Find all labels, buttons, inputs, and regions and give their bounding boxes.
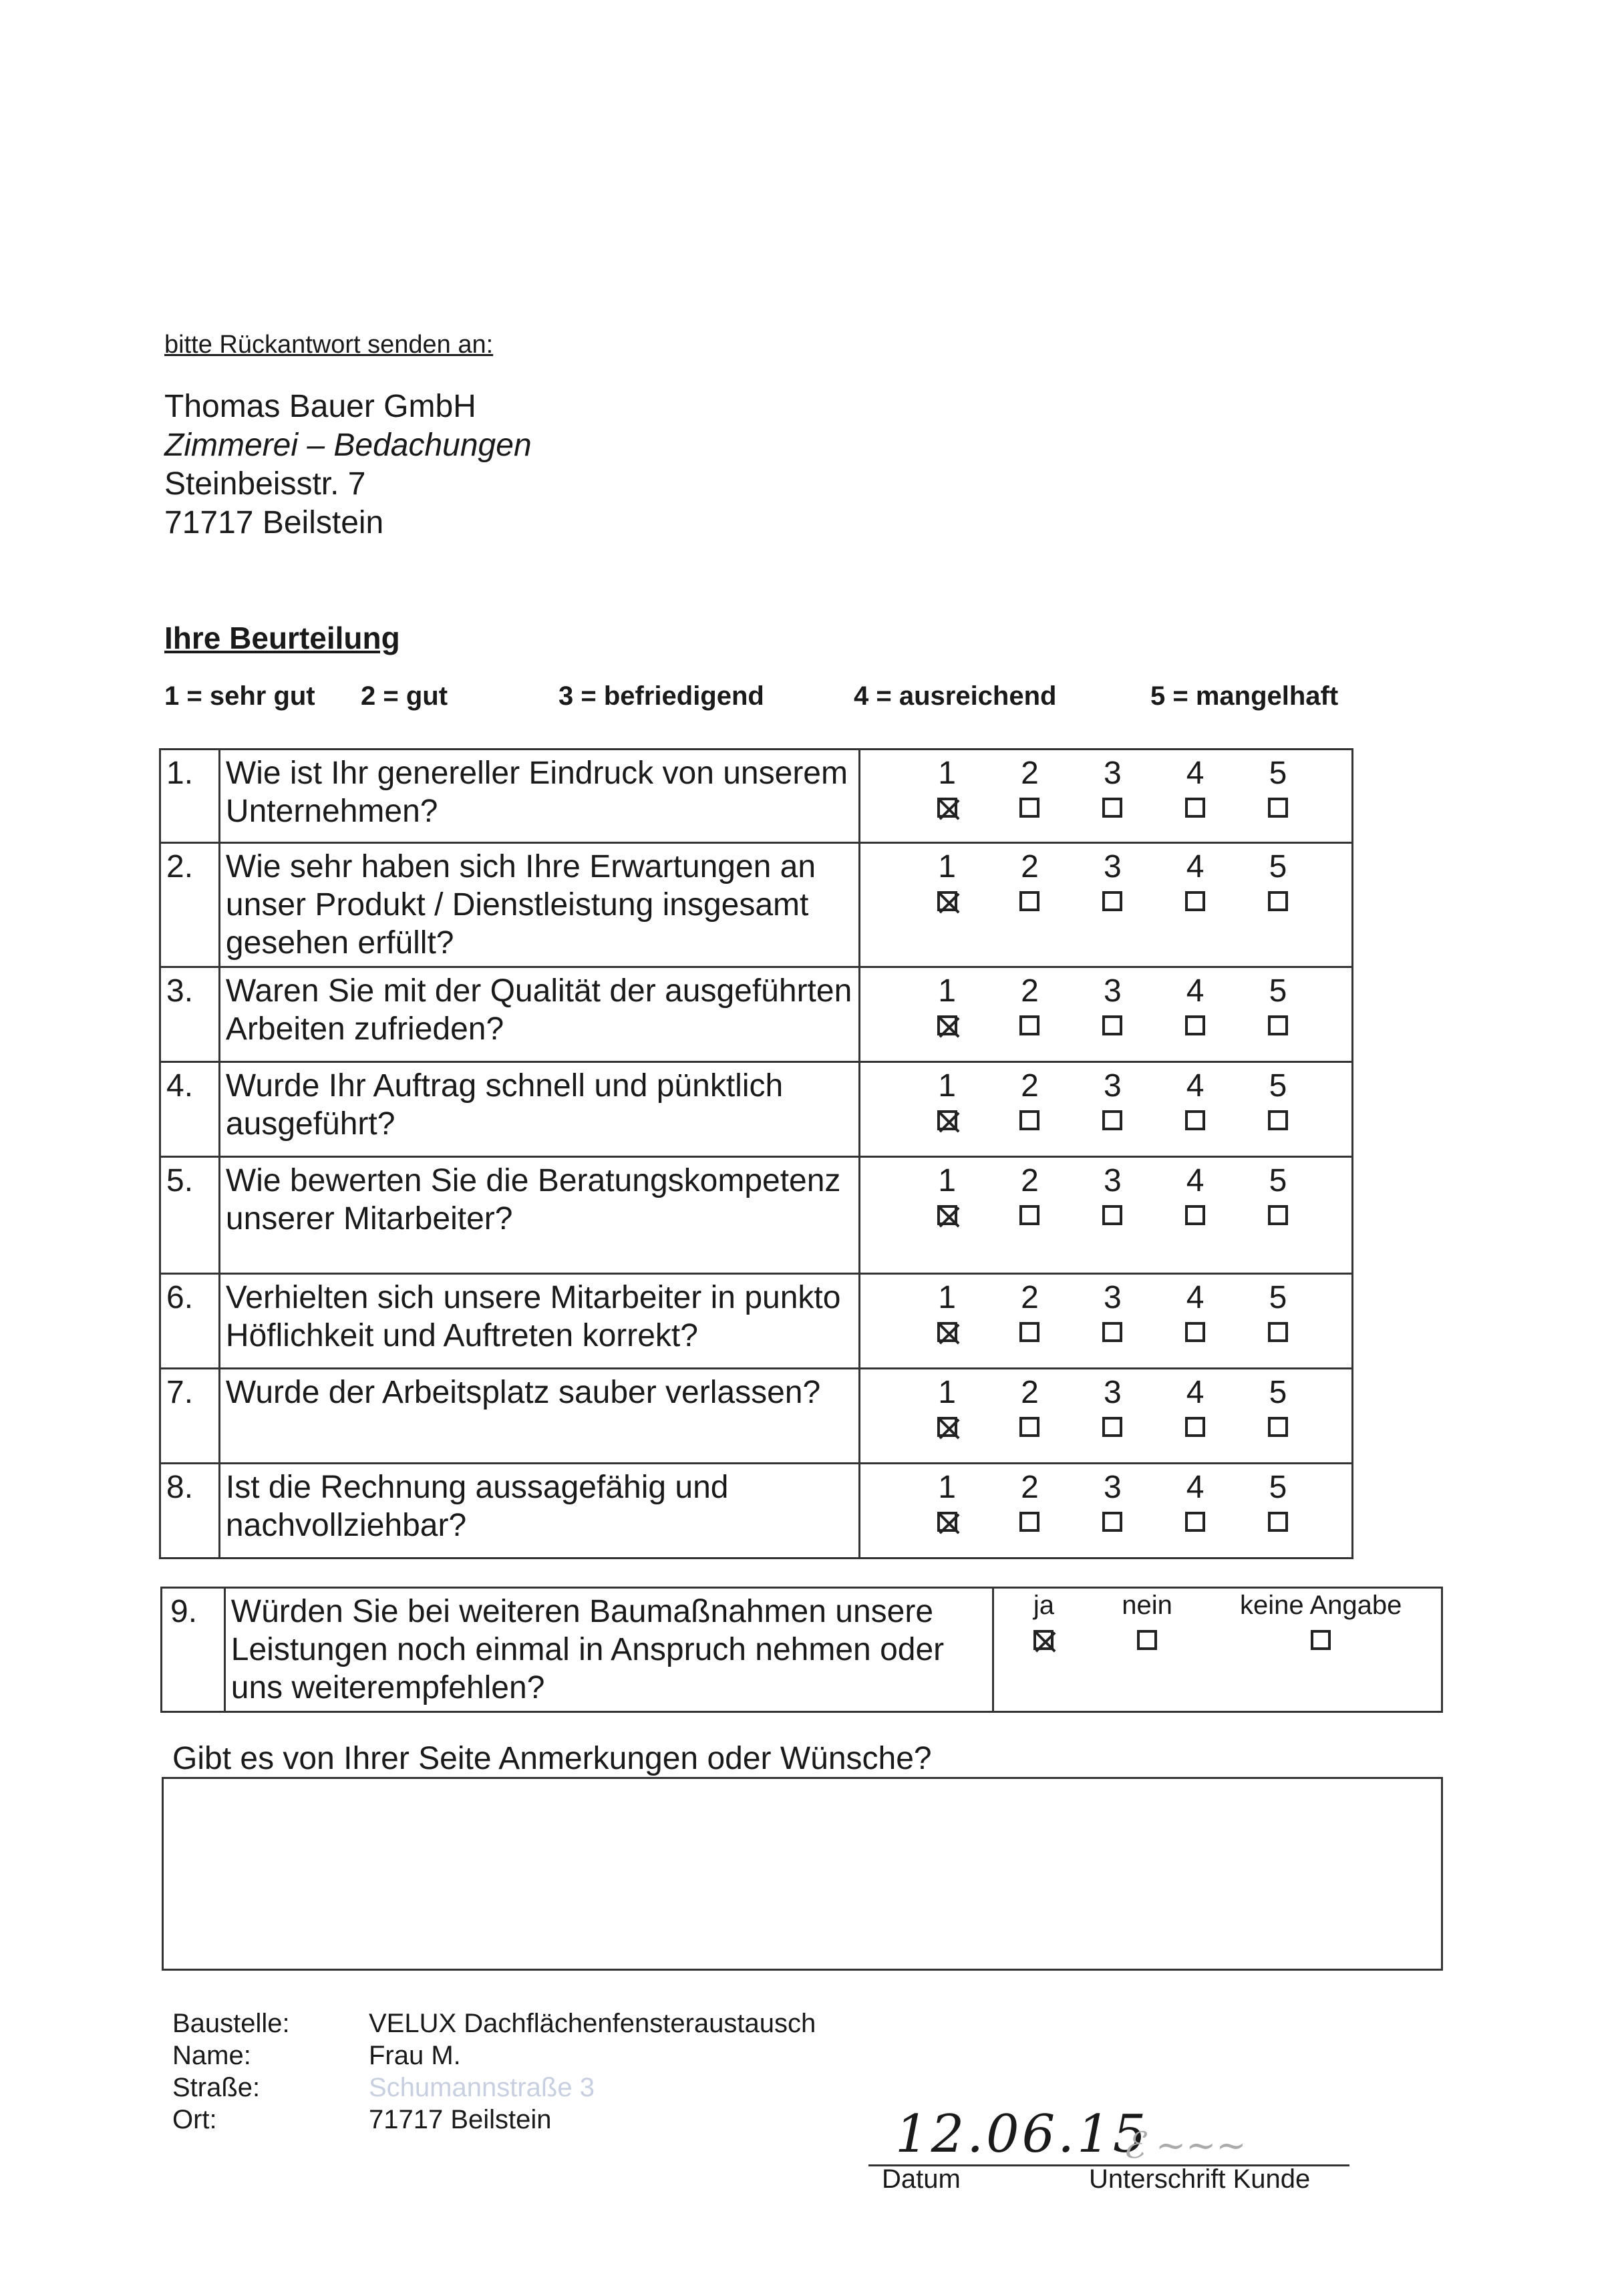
rating-option-1[interactable] — [923, 1067, 971, 1130]
rating-option-label: 4 — [1186, 849, 1204, 884]
rating-checkbox[interactable] — [1185, 798, 1205, 818]
rating-title: Ihre Beurteilung — [164, 621, 400, 655]
signature-label: Unterschrift Kunde — [1089, 2164, 1311, 2194]
rating-checkbox[interactable] — [1268, 1417, 1288, 1437]
question-row — [160, 843, 1353, 967]
rating-checkbox[interactable] — [937, 1015, 957, 1035]
rating-option-label: 2 — [1021, 1068, 1039, 1104]
rating-option-label: 5 — [1269, 849, 1287, 884]
rating-option-label: 2 — [1021, 756, 1039, 791]
rating-option-label: 5 — [1269, 1280, 1287, 1315]
rating-option-label: 2 — [1021, 1375, 1039, 1410]
rating-option-5[interactable] — [1254, 848, 1302, 911]
name-value: Frau M. — [369, 2041, 461, 2070]
rating-checkbox[interactable] — [1102, 1322, 1122, 1342]
question-number: 6. — [160, 1274, 220, 1369]
rating-option-2[interactable] — [1005, 1067, 1054, 1130]
rating-option-5[interactable] — [1254, 1373, 1302, 1437]
option-keine-angabe[interactable] — [1240, 1590, 1402, 1650]
rating-option-5[interactable] — [1254, 1162, 1302, 1225]
reply-note: bitte Rückantwort senden an: — [164, 331, 494, 359]
question-number: 8. — [160, 1464, 220, 1559]
question-row — [160, 1062, 1353, 1157]
street-value: Schumannstraße 3 — [369, 2073, 595, 2102]
rating-option-3[interactable] — [1088, 1468, 1136, 1532]
rating-checkbox[interactable] — [1102, 1110, 1122, 1130]
remarks-question: Gibt es von Ihrer Seite Anmerkungen oder Wünsche? — [172, 1741, 932, 1776]
rating-checkbox[interactable] — [1019, 1015, 1039, 1035]
rating-option-label: 2 — [1021, 973, 1039, 1009]
rating-options — [859, 1464, 1352, 1559]
rating-checkbox[interactable] — [1268, 1512, 1288, 1532]
rating-checkbox[interactable] — [1185, 891, 1205, 911]
rating-checkbox[interactable] — [1019, 1322, 1039, 1342]
rating-option-label: 2 — [1021, 1470, 1039, 1505]
question-row — [160, 967, 1353, 1062]
rating-option-3[interactable] — [1088, 972, 1136, 1035]
rating-option-label: 4 — [1186, 1470, 1204, 1505]
rating-option-4[interactable] — [1171, 1468, 1219, 1532]
rating-option-2[interactable] — [1005, 754, 1054, 818]
rating-option-1[interactable] — [923, 1162, 971, 1225]
rating-option-label: 5 — [1269, 1068, 1287, 1104]
rating-checkbox[interactable] — [937, 891, 957, 911]
rating-option-label: 4 — [1186, 973, 1204, 1009]
rating-checkbox[interactable] — [1185, 1015, 1205, 1035]
question9-options — [993, 1588, 1442, 1712]
rating-checkbox[interactable] — [1019, 1110, 1039, 1130]
rating-option-label: 3 — [1103, 849, 1122, 884]
question-text: Verhielten sich unsere Mitarbeiter in punkto Höflichkeit und Auftreten korrekt? — [219, 1274, 859, 1369]
company-street: Steinbeisstr. 7 — [164, 466, 366, 502]
rating-checkbox[interactable] — [1102, 1205, 1122, 1225]
company-city: 71717 Beilstein — [164, 505, 384, 540]
rating-option-label: 1 — [938, 1375, 956, 1410]
question-number: 2. — [160, 843, 220, 967]
rating-checkbox[interactable] — [1019, 1512, 1039, 1532]
question-row — [160, 1157, 1353, 1274]
rating-option-label: 5 — [1269, 756, 1287, 791]
question-text: Ist die Rechnung aussagefähig und nachvollziehbar? — [219, 1464, 859, 1559]
street-label: Straße: — [172, 2073, 261, 2102]
question-number: 7. — [160, 1369, 220, 1464]
rating-checkbox[interactable] — [1019, 1205, 1039, 1225]
question-row — [160, 1464, 1353, 1559]
city-value: 71717 Beilstein — [369, 2105, 552, 2134]
rating-option-2[interactable] — [1005, 972, 1054, 1035]
rating-checkbox[interactable] — [1102, 1015, 1122, 1035]
rating-option-label: 1 — [938, 1280, 956, 1315]
rating-checkbox[interactable] — [1185, 1512, 1205, 1532]
rating-options — [859, 843, 1352, 967]
rating-option-5[interactable] — [1254, 1468, 1302, 1532]
rating-checkbox[interactable] — [1102, 1417, 1122, 1437]
rating-checkbox[interactable] — [1102, 891, 1122, 911]
rating-option-2[interactable] — [1005, 1468, 1054, 1532]
rating-checkbox[interactable] — [937, 1322, 957, 1342]
rating-option-5[interactable] — [1254, 1067, 1302, 1130]
question9-number: 9. — [162, 1588, 225, 1712]
rating-checkbox[interactable] — [1185, 1322, 1205, 1342]
rating-option-label: 3 — [1103, 1163, 1122, 1198]
rating-option-1[interactable] — [923, 848, 971, 911]
rating-option-label: 3 — [1103, 1280, 1122, 1315]
rating-option-label: 5 — [1269, 1163, 1287, 1198]
rating-checkbox[interactable] — [1268, 1110, 1288, 1130]
legend-5: 5 = mangelhaft — [1150, 681, 1339, 711]
option-keine-angabe-checkbox[interactable] — [1311, 1630, 1331, 1650]
rating-checkbox[interactable] — [1268, 1205, 1288, 1225]
question-row — [160, 1274, 1353, 1369]
rating-option-label: 4 — [1186, 1280, 1204, 1315]
rating-checkbox[interactable] — [1268, 1015, 1288, 1035]
rating-option-label: 1 — [938, 973, 956, 1009]
question-row — [160, 1369, 1353, 1464]
rating-option-label: 3 — [1103, 1375, 1122, 1410]
rating-checkbox[interactable] — [937, 1417, 957, 1437]
rating-checkbox[interactable] — [937, 1512, 957, 1532]
question-number: 5. — [160, 1157, 220, 1274]
baustelle-label: Baustelle: — [172, 2009, 290, 2038]
company-trade: Zimmerei – Bedachungen — [164, 428, 532, 463]
rating-checkbox[interactable] — [1185, 1110, 1205, 1130]
question-text: Wie ist Ihr genereller Eindruck von unserem Unternehmen? — [219, 750, 859, 843]
rating-option-2[interactable] — [1005, 1279, 1054, 1342]
rating-checkbox[interactable] — [1102, 1512, 1122, 1532]
rating-option-4[interactable] — [1171, 848, 1219, 911]
legend-3: 3 = befriedigend — [558, 681, 764, 711]
option-keine-angabe-label: keine Angabe — [1239, 1591, 1402, 1620]
rating-option-label: 3 — [1103, 973, 1122, 1009]
question-text: Wie bewerten Sie die Beratungskompetenz unserer Mitarbeiter? — [219, 1157, 859, 1274]
name-label: Name: — [172, 2041, 251, 2070]
date-label: Datum — [882, 2164, 961, 2194]
rating-option-label: 4 — [1186, 1163, 1204, 1198]
company-name: Thomas Bauer GmbH — [164, 389, 476, 424]
question-number: 1. — [160, 750, 220, 843]
rating-options — [859, 1062, 1352, 1157]
question-row — [160, 750, 1353, 843]
legend-2: 2 = gut — [361, 681, 448, 711]
rating-options — [859, 1274, 1352, 1369]
rating-option-label: 1 — [938, 1470, 956, 1505]
rating-option-label: 3 — [1103, 1470, 1122, 1505]
rating-option-2[interactable] — [1005, 1373, 1054, 1437]
rating-checkbox[interactable] — [1185, 1205, 1205, 1225]
question-text: Wurde Ihr Auftrag schnell und pünktlich ausgeführt? — [219, 1062, 859, 1157]
rating-option-1[interactable] — [923, 1373, 971, 1437]
rating-option-label: 1 — [938, 1163, 956, 1198]
rating-options — [859, 1157, 1352, 1274]
rating-checkbox[interactable] — [1185, 1417, 1205, 1437]
rating-option-1[interactable] — [923, 1468, 971, 1532]
rating-table — [159, 748, 1353, 1559]
rating-option-label: 1 — [938, 849, 956, 884]
rating-option-1[interactable] — [923, 972, 971, 1035]
rating-option-label: 5 — [1269, 973, 1287, 1009]
rating-option-5[interactable] — [1254, 1279, 1302, 1342]
rating-option-4[interactable] — [1171, 972, 1219, 1035]
rating-options — [859, 1369, 1352, 1464]
remarks-field[interactable] — [162, 1777, 1443, 1971]
rating-option-label: 4 — [1186, 756, 1204, 791]
rating-option-3[interactable] — [1088, 1162, 1136, 1225]
handwritten-date: 12.06.15 — [895, 2104, 1149, 2164]
rating-option-5[interactable] — [1254, 972, 1302, 1035]
rating-option-4[interactable] — [1171, 1373, 1219, 1437]
rating-checkbox[interactable] — [1019, 1417, 1039, 1437]
rating-option-label: 1 — [938, 756, 956, 791]
rating-option-3[interactable] — [1088, 1373, 1136, 1437]
rating-checkbox[interactable] — [1019, 891, 1039, 911]
rating-option-label: 4 — [1186, 1068, 1204, 1104]
rating-option-4[interactable] — [1171, 1279, 1219, 1342]
rating-option-label: 1 — [938, 1068, 956, 1104]
rating-option-3[interactable] — [1088, 754, 1136, 818]
option-nein[interactable] — [1122, 1590, 1172, 1650]
rating-option-3[interactable] — [1088, 1279, 1136, 1342]
rating-options — [859, 750, 1352, 843]
rating-checkbox[interactable] — [937, 798, 957, 818]
rating-checkbox[interactable] — [937, 1205, 957, 1225]
rating-option-4[interactable] — [1171, 1162, 1219, 1225]
handwritten-signature: ℰ ~~~ — [1122, 2124, 1247, 2166]
question9-text: Würden Sie bei weiteren Baumaßnahmen unsere Leistungen noch einmal in Anspruch nehmen oder uns weiterempfehlen? — [224, 1588, 993, 1712]
rating-option-3[interactable] — [1088, 848, 1136, 911]
question-number: 3. — [160, 967, 220, 1062]
rating-checkbox[interactable] — [1268, 891, 1288, 911]
rating-options — [859, 967, 1352, 1062]
rating-option-3[interactable] — [1088, 1067, 1136, 1130]
rating-checkbox[interactable] — [1268, 1322, 1288, 1342]
option-nein-label: nein — [1122, 1591, 1172, 1620]
rating-option-2[interactable] — [1005, 1162, 1054, 1225]
option-ja[interactable] — [1033, 1590, 1054, 1650]
rating-checkbox[interactable] — [1102, 798, 1122, 818]
city-label: Ort: — [172, 2105, 217, 2134]
rating-checkbox[interactable] — [1268, 798, 1288, 818]
question-text: Wie sehr haben sich Ihre Erwartungen an unser Produkt / Dienstleistung insgesamt gesehen erfüllt? — [219, 843, 859, 967]
option-ja-label: ja — [1033, 1591, 1055, 1620]
rating-option-label: 3 — [1103, 756, 1122, 791]
question-number: 4. — [160, 1062, 220, 1157]
rating-option-1[interactable] — [923, 754, 971, 818]
rating-option-label: 3 — [1103, 1068, 1122, 1104]
rating-option-2[interactable] — [1005, 848, 1054, 911]
rating-option-label: 2 — [1021, 1280, 1039, 1315]
rating-option-1[interactable] — [923, 1279, 971, 1342]
question-text: Wurde der Arbeitsplatz sauber verlassen? — [219, 1369, 859, 1464]
legend-1: 1 = sehr gut — [164, 681, 315, 711]
rating-option-label: 2 — [1021, 1163, 1039, 1198]
rating-option-4[interactable] — [1171, 1067, 1219, 1130]
rating-option-label: 5 — [1269, 1375, 1287, 1410]
rating-option-label: 5 — [1269, 1470, 1287, 1505]
rating-checkbox[interactable] — [1019, 798, 1039, 818]
baustelle-value: VELUX Dachflächenfensteraustausch — [369, 2009, 816, 2038]
option-ja-checkbox[interactable] — [1033, 1630, 1054, 1650]
rating-option-label: 2 — [1021, 849, 1039, 884]
rating-option-4[interactable] — [1171, 754, 1219, 818]
rating-option-label: 4 — [1186, 1375, 1204, 1410]
rating-option-5[interactable] — [1254, 754, 1302, 818]
legend-4: 4 = ausreichend — [854, 681, 1057, 711]
question-text: Waren Sie mit der Qualität der ausgeführten Arbeiten zufrieden? — [219, 967, 859, 1062]
question9-table — [160, 1587, 1443, 1713]
rating-checkbox[interactable] — [937, 1110, 957, 1130]
option-nein-checkbox[interactable] — [1137, 1630, 1157, 1650]
